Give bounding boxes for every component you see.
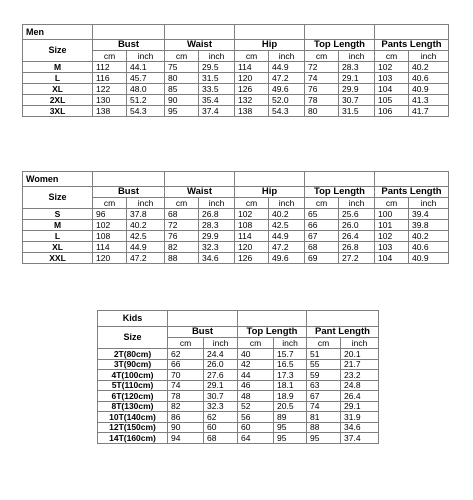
men-pants-length-header: Pants Length (375, 40, 449, 51)
men-size-header: Size (23, 40, 93, 62)
kids-size-table (97, 310, 379, 444)
table-cell: 52.0 (269, 95, 305, 106)
table-cell: 86 (168, 412, 204, 423)
women-bust-header: Bust (93, 187, 165, 198)
table-cell: 42.5 (127, 231, 165, 242)
table-cell: 66 (305, 220, 339, 231)
table-row (98, 370, 379, 381)
table-row (23, 84, 449, 95)
table-cell: 67 (305, 231, 339, 242)
men-header-row (23, 40, 449, 51)
men-hip-header: Hip (235, 40, 305, 51)
table-cell: 44.9 (127, 242, 165, 253)
table-cell: 47.2 (127, 253, 165, 264)
table-cell: 68 (305, 242, 339, 253)
table-cell: 40.9 (409, 84, 449, 95)
table-cell: 88 (165, 253, 199, 264)
table-cell: 66 (168, 359, 204, 370)
table-cell: 72 (165, 220, 199, 231)
size-label: 3XL (23, 106, 93, 117)
table-cell: 95 (274, 422, 307, 433)
men-bust-header: Bust (93, 40, 165, 51)
table-cell: 89 (274, 412, 307, 423)
table-row (23, 253, 449, 264)
table-cell: 37.4 (199, 106, 235, 117)
unit-inch: inch (199, 51, 235, 62)
table-cell: 59 (307, 370, 341, 381)
size-label: 8T(130cm) (98, 401, 168, 412)
table-cell: 25.6 (339, 209, 375, 220)
table-cell: 47.2 (269, 73, 305, 84)
table-cell: 108 (93, 231, 127, 242)
kids-bust-header: Bust (168, 327, 238, 338)
table-cell: 40.2 (127, 220, 165, 231)
table-cell: 102 (375, 231, 409, 242)
table-cell: 20.5 (274, 401, 307, 412)
table-row (23, 62, 449, 73)
table-cell: 39.4 (409, 209, 449, 220)
unit-cm: cm (307, 338, 341, 349)
table-cell: 40.6 (409, 242, 449, 253)
table-cell: 120 (235, 242, 269, 253)
unit-cm: cm (305, 198, 339, 209)
women-hip-header: Hip (235, 187, 305, 198)
table-cell: 37.4 (341, 433, 379, 444)
table-cell: 18.1 (274, 380, 307, 391)
table-cell: 60 (204, 422, 238, 433)
table-cell: 76 (165, 231, 199, 242)
unit-inch: inch (269, 198, 305, 209)
table-cell: 18.9 (274, 391, 307, 402)
table-row (98, 433, 379, 444)
kids-top-length-header: Top Length (238, 327, 307, 338)
table-cell: 90 (168, 422, 204, 433)
unit-cm: cm (375, 51, 409, 62)
table-cell: 54.3 (127, 106, 165, 117)
table-cell: 126 (235, 84, 269, 95)
table-cell: 26.8 (199, 209, 235, 220)
table-cell: 130 (93, 95, 127, 106)
table-cell: 48 (238, 391, 274, 402)
table-cell: 138 (235, 106, 269, 117)
table-cell: 114 (235, 231, 269, 242)
table-cell: 101 (375, 220, 409, 231)
unit-cm: cm (235, 198, 269, 209)
women-title-row (23, 172, 449, 187)
table-row (23, 209, 449, 220)
table-cell: 31.5 (199, 73, 235, 84)
table-cell: 103 (375, 242, 409, 253)
table-cell: 42 (238, 359, 274, 370)
table-cell: 114 (93, 242, 127, 253)
table-cell: 39.8 (409, 220, 449, 231)
table-cell: 68 (165, 209, 199, 220)
table-cell: 104 (375, 253, 409, 264)
table-cell: 34.6 (199, 253, 235, 264)
table-cell: 26.4 (339, 231, 375, 242)
table-cell: 40.2 (269, 209, 305, 220)
unit-inch: inch (269, 51, 305, 62)
table-cell: 20.1 (341, 349, 379, 360)
table-cell: 62 (204, 412, 238, 423)
table-row (23, 73, 449, 84)
table-cell: 34.6 (341, 422, 379, 433)
table-cell: 29.9 (339, 84, 375, 95)
table-cell: 44.9 (269, 231, 305, 242)
table-row (23, 95, 449, 106)
women-header-row (23, 187, 449, 198)
table-cell: 82 (165, 242, 199, 253)
table-cell: 67 (307, 391, 341, 402)
men-size-table (22, 24, 449, 117)
table-cell: 29.1 (204, 380, 238, 391)
size-label: 6T(120cm) (98, 391, 168, 402)
size-label: 10T(140cm) (98, 412, 168, 423)
unit-inch: inch (339, 198, 375, 209)
table-cell: 24.8 (341, 380, 379, 391)
women-section-title: Women (23, 172, 93, 187)
unit-cm: cm (93, 51, 127, 62)
size-label: XL (23, 84, 93, 95)
men-top-length-header: Top Length (305, 40, 375, 51)
table-cell: 74 (307, 401, 341, 412)
kids-header-row (98, 327, 379, 338)
size-label: S (23, 209, 93, 220)
table-cell: 29.1 (341, 401, 379, 412)
table-cell: 74 (305, 73, 339, 84)
table-cell: 46 (238, 380, 274, 391)
table-cell: 30.7 (339, 95, 375, 106)
kids-size-header: Size (98, 327, 168, 349)
table-cell: 40.6 (409, 73, 449, 84)
table-cell: 138 (93, 106, 127, 117)
table-cell: 65 (305, 209, 339, 220)
table-cell: 31.9 (341, 412, 379, 423)
table-cell: 35.4 (199, 95, 235, 106)
table-cell: 56 (238, 412, 274, 423)
table-cell: 106 (375, 106, 409, 117)
unit-cm: cm (165, 198, 199, 209)
unit-inch: inch (127, 198, 165, 209)
table-cell: 62 (168, 349, 204, 360)
table-cell: 31.5 (339, 106, 375, 117)
table-cell: 104 (375, 84, 409, 95)
men-section-title: Men (23, 25, 93, 40)
table-cell: 26.0 (204, 359, 238, 370)
table-cell: 75 (165, 62, 199, 73)
table-cell: 88 (307, 422, 341, 433)
table-row (98, 412, 379, 423)
table-cell: 52 (238, 401, 274, 412)
table-cell: 108 (235, 220, 269, 231)
table-cell: 60 (238, 422, 274, 433)
table-cell: 49.6 (269, 84, 305, 95)
table-row (98, 401, 379, 412)
table-cell: 120 (93, 253, 127, 264)
table-cell: 47.2 (269, 242, 305, 253)
table-cell: 44 (238, 370, 274, 381)
table-row (98, 349, 379, 360)
women-waist-header: Waist (165, 187, 235, 198)
unit-inch: inch (341, 338, 379, 349)
table-cell: 81 (307, 412, 341, 423)
table-cell: 29.5 (199, 62, 235, 73)
table-row (23, 242, 449, 253)
table-cell: 32.3 (204, 401, 238, 412)
table-cell: 33.5 (199, 84, 235, 95)
size-label: XXL (23, 253, 93, 264)
table-cell: 126 (235, 253, 269, 264)
unit-inch: inch (199, 198, 235, 209)
table-cell: 48.0 (127, 84, 165, 95)
table-cell: 29.9 (199, 231, 235, 242)
table-cell: 80 (165, 73, 199, 84)
unit-inch: inch (409, 51, 449, 62)
table-row (98, 391, 379, 402)
table-cell: 51 (307, 349, 341, 360)
unit-cm: cm (93, 198, 127, 209)
men-title-row (23, 25, 449, 40)
unit-inch: inch (127, 51, 165, 62)
women-pants-length-header: Pants Length (375, 187, 449, 198)
table-cell: 102 (235, 209, 269, 220)
kids-title-row (98, 311, 379, 327)
table-cell: 51.2 (127, 95, 165, 106)
table-row (23, 106, 449, 117)
unit-cm: cm (305, 51, 339, 62)
table-cell: 85 (165, 84, 199, 95)
size-label: XL (23, 242, 93, 253)
table-cell: 17.3 (274, 370, 307, 381)
table-cell: 96 (93, 209, 127, 220)
table-cell: 100 (375, 209, 409, 220)
table-cell: 24.4 (204, 349, 238, 360)
unit-cm: cm (235, 51, 269, 62)
table-cell: 70 (168, 370, 204, 381)
size-label: L (23, 73, 93, 84)
table-cell: 114 (235, 62, 269, 73)
table-cell: 28.3 (339, 62, 375, 73)
women-size-header: Size (23, 187, 93, 209)
women-top-length-header: Top Length (305, 187, 375, 198)
table-cell: 40.9 (409, 253, 449, 264)
table-cell: 63 (307, 380, 341, 391)
table-cell: 26.0 (339, 220, 375, 231)
table-cell: 122 (93, 84, 127, 95)
women-size-table (22, 171, 449, 264)
table-cell: 15.7 (274, 349, 307, 360)
table-cell: 42.5 (269, 220, 305, 231)
table-row (23, 220, 449, 231)
table-cell: 28.3 (199, 220, 235, 231)
table-cell: 55 (307, 359, 341, 370)
table-cell: 82 (168, 401, 204, 412)
table-cell: 21.7 (341, 359, 379, 370)
unit-cm: cm (165, 51, 199, 62)
table-cell: 103 (375, 73, 409, 84)
table-cell: 29.1 (339, 73, 375, 84)
unit-inch: inch (409, 198, 449, 209)
unit-cm: cm (375, 198, 409, 209)
size-label: M (23, 220, 93, 231)
size-label: 12T(150cm) (98, 422, 168, 433)
size-label: 5T(110cm) (98, 380, 168, 391)
table-cell: 27.2 (339, 253, 375, 264)
table-cell: 102 (375, 62, 409, 73)
size-label: 4T(100cm) (98, 370, 168, 381)
table-cell: 45.7 (127, 73, 165, 84)
table-cell: 30.7 (204, 391, 238, 402)
table-cell: 94 (168, 433, 204, 444)
table-row (98, 422, 379, 433)
table-cell: 64 (238, 433, 274, 444)
unit-cm: cm (168, 338, 204, 349)
size-label: L (23, 231, 93, 242)
table-cell: 80 (305, 106, 339, 117)
table-cell: 26.4 (341, 391, 379, 402)
unit-cm: cm (238, 338, 274, 349)
table-cell: 41.7 (409, 106, 449, 117)
table-cell: 78 (305, 95, 339, 106)
table-cell: 76 (305, 84, 339, 95)
kids-section-title: Kids (98, 311, 168, 327)
table-row (98, 380, 379, 391)
size-label: 14T(160cm) (98, 433, 168, 444)
table-cell: 116 (93, 73, 127, 84)
table-row (23, 231, 449, 242)
table-cell: 26.8 (339, 242, 375, 253)
table-cell: 54.3 (269, 106, 305, 117)
table-cell: 37.8 (127, 209, 165, 220)
table-cell: 49.6 (269, 253, 305, 264)
table-cell: 40.2 (409, 62, 449, 73)
table-cell: 120 (235, 73, 269, 84)
table-cell: 69 (305, 253, 339, 264)
unit-inch: inch (204, 338, 238, 349)
table-cell: 41.3 (409, 95, 449, 106)
table-cell: 95 (274, 433, 307, 444)
table-cell: 74 (168, 380, 204, 391)
table-cell: 78 (168, 391, 204, 402)
table-cell: 72 (305, 62, 339, 73)
size-label: 2XL (23, 95, 93, 106)
table-cell: 23.2 (341, 370, 379, 381)
men-waist-header: Waist (165, 40, 235, 51)
table-cell: 44.9 (269, 62, 305, 73)
table-cell: 90 (165, 95, 199, 106)
kids-pant-length-header: Pant Length (307, 327, 379, 338)
table-cell: 16.5 (274, 359, 307, 370)
table-cell: 40.2 (409, 231, 449, 242)
unit-inch: inch (274, 338, 307, 349)
table-row (98, 359, 379, 370)
size-label: M (23, 62, 93, 73)
table-cell: 95 (307, 433, 341, 444)
table-cell: 102 (93, 220, 127, 231)
table-cell: 68 (204, 433, 238, 444)
size-label: 2T(80cm) (98, 349, 168, 360)
table-cell: 40 (238, 349, 274, 360)
unit-inch: inch (339, 51, 375, 62)
table-cell: 95 (165, 106, 199, 117)
table-cell: 44.1 (127, 62, 165, 73)
table-cell: 32.3 (199, 242, 235, 253)
table-cell: 132 (235, 95, 269, 106)
size-label: 3T(90cm) (98, 359, 168, 370)
table-cell: 112 (93, 62, 127, 73)
table-cell: 27.6 (204, 370, 238, 381)
table-cell: 105 (375, 95, 409, 106)
